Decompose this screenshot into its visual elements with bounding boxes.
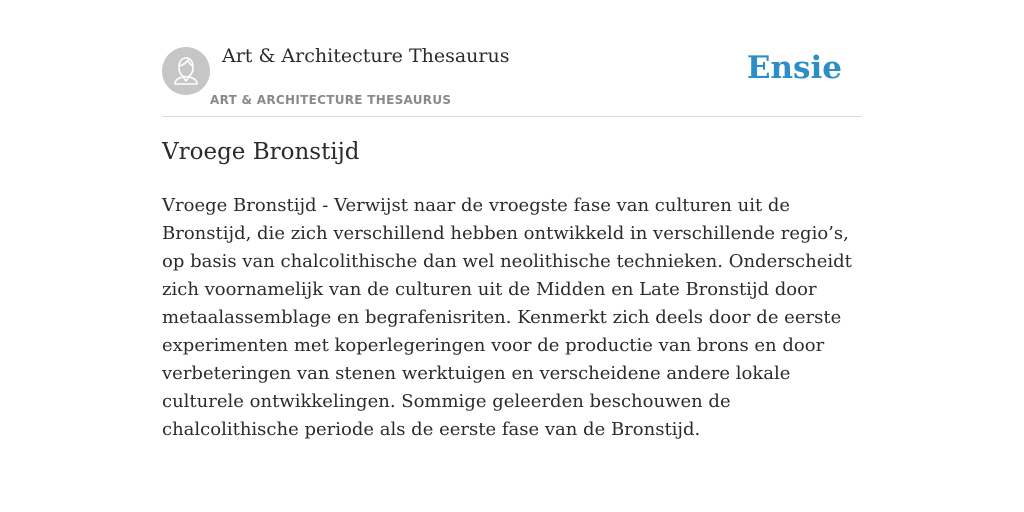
- card-header: [162, 0, 862, 117]
- source-subtitle[interactable]: ART & ARCHITECTURE THESAURUS: [210, 93, 452, 107]
- term-title: Vroege Bronstijd: [162, 139, 360, 165]
- term-definition: Vroege Bronstijd - Verwijst naar de vroegste fase van culturen uit de Bronstijd, die zich verschillend hebben ontwikkeld in verschillende regio’s, op basis van chalcolithische dan wel neolithische technieken. Onderscheidt zich voornamelijk van de culturen uit de Midden en Late Bronstijd door metaalassemblage en begrafenisriten. Kenmerkt zich deels door de eerste experimenten met koperlegeringen voor de productie van brons en door verbeteringen van stenen werktuigen en verscheidene andere lokale culturele ontwikkelingen. Sommige geleerden beschouwen de chalcolithische periode als de eerste fase van de Bronstijd.: [162, 195, 852, 440]
- brand-logo[interactable]: Ensie: [746, 50, 842, 86]
- avatar[interactable]: [162, 47, 210, 95]
- definition-card: [162, 0, 862, 512]
- user-icon: [162, 47, 210, 95]
- source-title[interactable]: Art & Architecture Thesaurus: [222, 45, 510, 67]
